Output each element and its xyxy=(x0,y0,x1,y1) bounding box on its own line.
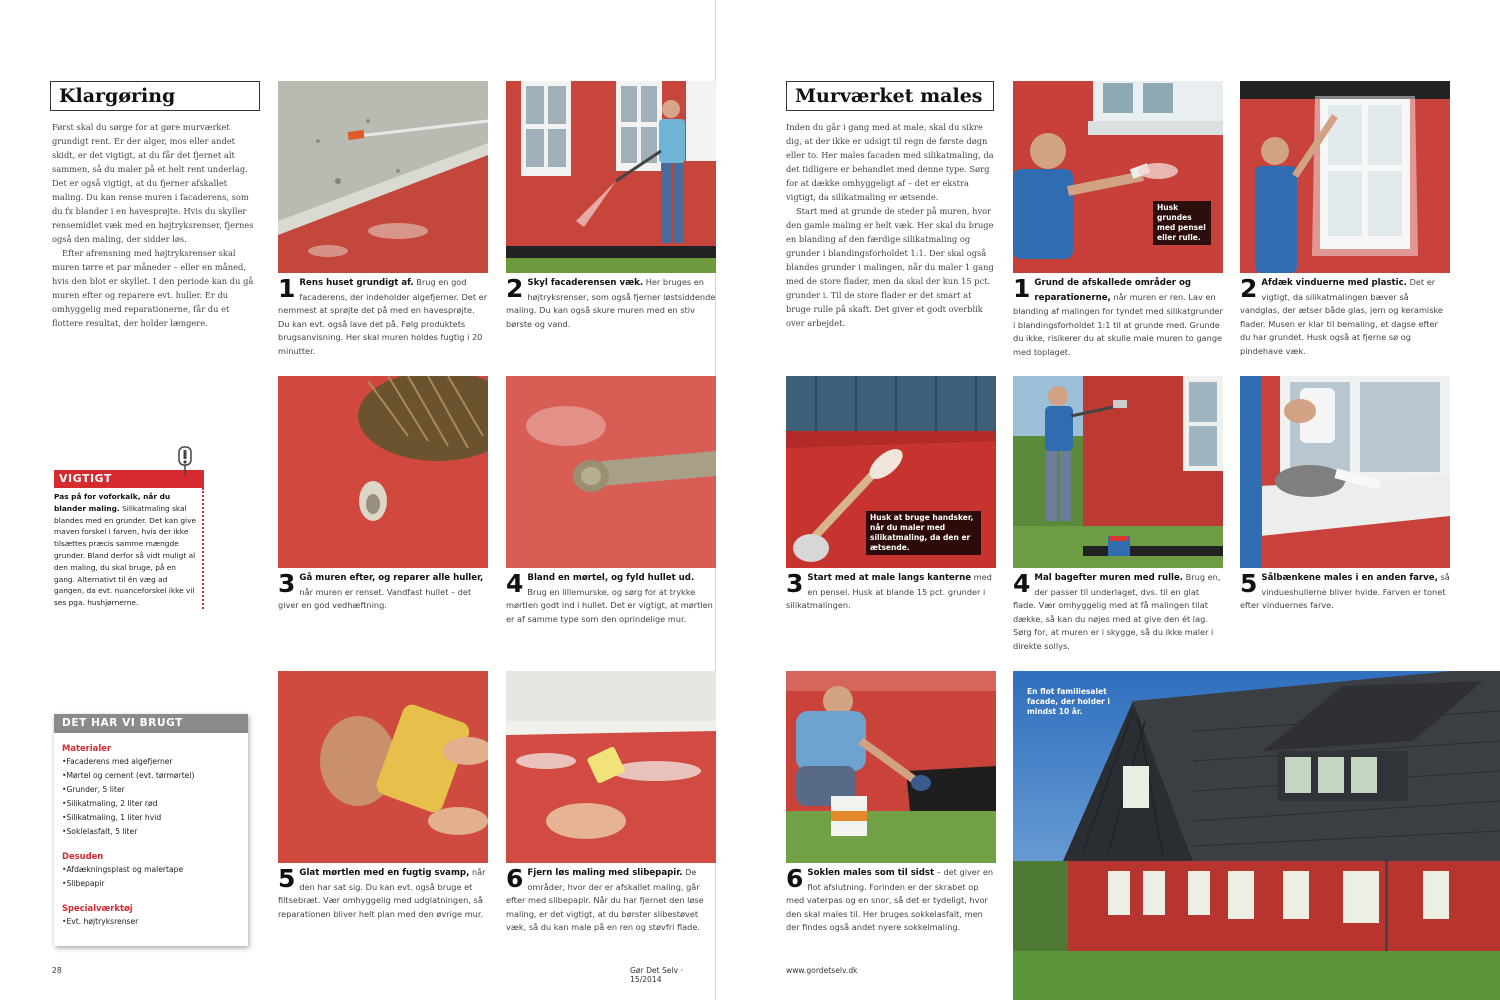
section-title-murvaerket: Murværket males xyxy=(786,81,994,111)
photo-paint-step-6 xyxy=(786,671,996,863)
step-number: 3 xyxy=(786,569,804,598)
caption-paint-step-6 xyxy=(786,866,996,935)
left-page xyxy=(40,0,716,1000)
caption-step-1 xyxy=(278,276,488,358)
caption-paint-step-5 xyxy=(1240,571,1450,613)
list-item: • Mørtel og cement (evt. tørmørtel) xyxy=(62,769,240,783)
photo-label: En flot familiesalet facade, der holder i mindst 10 år. xyxy=(1027,687,1110,716)
intro-text xyxy=(52,120,260,330)
step-number: 5 xyxy=(278,864,296,893)
materials-group xyxy=(62,849,240,891)
list-item: • Grunder, 5 liter xyxy=(62,783,240,797)
spread-gutter xyxy=(716,0,776,1000)
step-text: når muren er ren. Lav en blanding af malingen for tyndet med silikatgrunder i blandingsforholdet 1:1 til at grunde med. Grunde du ikke, risikerer du at skulle male muren to gange med toplaget. xyxy=(1013,291,1223,357)
materials-group xyxy=(62,901,240,929)
step-text: Her bruges en højtryksrenser, som også fjerner løstsiddende maling. Du kan også skure muren med en stiv børste og vand. xyxy=(506,277,716,329)
important-body: Silikatmaling skal blandes med en grunder. Det kan give maven forskel i farven, hvis der ikke tilsættes præcis samme mængde grunder. Bland derfor så vidt muligt al den maling, du skal bruge, på en gang. Alternativt til én væg ad gangen, da evt. nuanceforskel ikke vil ses pga. hushjørnerne. xyxy=(54,503,197,608)
step-heading: Start med at male langs kanterne xyxy=(807,573,972,583)
list-item: • Silikatmaling, 1 liter hvid xyxy=(62,811,240,825)
photo-paint-step-4 xyxy=(1013,376,1223,568)
materials-box xyxy=(54,714,248,946)
caption-paint-step-2 xyxy=(1240,276,1450,358)
list-item: • Slibepapir xyxy=(62,877,240,891)
intro-paragraph: Først skal du sørge for at gøre murværket grundigt rent. Er der alger, mos eller andet skidt, er det vigtigt, at du får det fjernet alt sammen, så du maler på et helt rent underlag. Det er også vigtigt, at du fjerner afskallet maling. Du kan rense muren i facaderens, som du fx blander i en havesprøjte. Hvis du skyller rensemidlet væk med en højtryksrenser, fjernes også den maling, der sidder løs. xyxy=(52,122,254,244)
warning-icon xyxy=(176,446,194,476)
photo-label: Husk grundes med pensel eller rulle. xyxy=(1153,201,1211,245)
intro-paragraph: Efter afrensning med højtryksrenser skal muren tørre et par måneder – eller en måned, hvis den blot er skyllet. I den periode kan du gå muren efter og reparere evt. huller. Er du omhyggelig med reparationerne, får du et flottere resultat, der holder længere. xyxy=(52,248,254,328)
step-text: med en pensel. Husk at blande 15 pct. grunder i silikatmalingen. xyxy=(786,572,992,610)
magazine-issue: Gør Det Selv · 15/2014 xyxy=(630,966,683,984)
photo-finished-house xyxy=(1013,671,1500,1000)
caption-step-5 xyxy=(278,866,488,921)
step-number: 2 xyxy=(506,274,524,303)
step-number: 1 xyxy=(278,274,296,303)
section-title-klargoring: Klargøring xyxy=(50,81,260,111)
step-text: Det er vigtigt, da silikatmalingen bæver så vandglas, der ætser både glas, jern og keramiske flader. Musen er klar til bemaling, et dagse efter du har grundet. Husk også at fjerne sø og pindehave væk. xyxy=(1240,277,1443,356)
step-heading: Gå muren efter, og reparer alle huller, xyxy=(299,573,484,583)
materials-group-title: Specialværktøj xyxy=(62,903,133,913)
step-heading: Afdæk vinduerne med plastic. xyxy=(1261,278,1407,288)
photo-step-5 xyxy=(278,671,488,863)
caption-step-3 xyxy=(278,571,488,613)
materials-group xyxy=(62,741,240,839)
caption-paint-step-4 xyxy=(1013,571,1223,653)
step-text: Brug en lillemurske, og sørg for at trykke mørtlen godt ind i hullet. Det er vigtigt, at mørtlen er af samme type som den oprindelige mur. xyxy=(506,586,713,624)
step-number: 6 xyxy=(786,864,804,893)
step-heading: Grund de afskallede områder og reparationerne, xyxy=(1034,278,1192,303)
step-heading: Fjern løs maling med slibepapir. xyxy=(527,868,683,878)
page-number: 28 xyxy=(52,966,62,975)
materials-title: DET HAR VI BRUGT xyxy=(54,714,248,733)
important-lead: Pas på for voforkalk, når du blander maling. xyxy=(54,492,171,513)
step-text: Brug en, der passer til underlaget, dvs. til en glat flade. Vær omhyggelig med at få malingen tilat dække, så kan du nøjes med at give den ét lag. Sørg for, at muren er i skygge, så du ikke maler i direkte sollys. xyxy=(1013,572,1221,651)
right-page xyxy=(776,0,1500,1000)
caption-step-4 xyxy=(506,571,716,626)
photo-step-2 xyxy=(506,81,716,273)
photo-paint-step-3 xyxy=(786,376,996,568)
list-item: • Afdækningsplast og malertape xyxy=(62,863,240,877)
photo-paint-step-1 xyxy=(1013,81,1223,273)
step-number: 2 xyxy=(1240,274,1258,303)
step-number: 1 xyxy=(1013,274,1031,303)
step-heading: Bland en mørtel, og fyld hullet ud. xyxy=(527,573,695,583)
step-heading: Mal bagefter muren med rulle. xyxy=(1034,573,1184,583)
caption-step-6 xyxy=(506,866,716,935)
step-text: De områder, hvor der er afskallet maling, går efter med slibepapir. Når du har fjernet den løse maling, er det vigtigt, at du børster slibestøvet væk, så du kan male på en ren og støvfri flade. xyxy=(506,867,704,932)
caption-paint-step-3 xyxy=(786,571,996,613)
step-number: 3 xyxy=(278,569,296,598)
photo-step-1 xyxy=(278,81,488,273)
step-heading: Rens huset grundigt af. xyxy=(299,278,414,288)
step-text: så vindueshullerne bliver hvide. Farven er tonet efter vinduernes farve. xyxy=(1240,572,1450,610)
step-heading: Soklen males som til sidst xyxy=(807,868,935,878)
intro-paragraph: Start med at grunde de steder på muren, hvor den gamle maling er helt væk. Her skal du bruge en blanding af den færdige silikatmaling og grunder i blandingsforholdet 1:1. Der skal også blandes grunder i malingen, når du maler 1 gang med de store flader, men da skal der kun 15 pct. grunder i. Til de store flader er det smart at bruge rulle på skaft. Det giver et godt overblik over arbejdet. xyxy=(786,206,994,328)
step-text: når den har sat sig. Du kan evt. også bruge et filtsebræt. Vær omhyggelig med udglatningen, så reparationen bliver helt plan med den øvrige mur. xyxy=(278,867,486,919)
list-item: • Soklelasfalt, 5 liter xyxy=(62,825,240,839)
important-box xyxy=(54,470,204,609)
intro-text xyxy=(786,120,996,330)
important-title: VIGTIGT xyxy=(54,470,204,488)
photo-step-3 xyxy=(278,376,488,568)
caption-paint-step-1 xyxy=(1013,276,1223,359)
step-heading: Glat mørtlen med en fugtig svamp, xyxy=(299,868,470,878)
list-item: • Evt. højtryksrenser xyxy=(62,915,240,929)
step-number: 4 xyxy=(1013,569,1031,598)
intro-paragraph: Inden du går i gang med at male, skal du sikre dig, at der ikke er udsigt til regn de første døgn eller to. Her males facaden med silikatmaling, da det tidligere er behandlet med denne type. Sørg for at dække omhyggeligt af – det er ekstra vigtigt, da silikatmaling er ætsende. xyxy=(786,122,994,202)
photo-paint-step-2 xyxy=(1240,81,1450,273)
photo-paint-step-5 xyxy=(1240,376,1450,568)
photo-step-6 xyxy=(506,671,716,863)
step-heading: Sålbænkene males i en anden farve, xyxy=(1261,573,1438,583)
step-number: 4 xyxy=(506,569,524,598)
list-item: • Silikatmaling, 2 liter rød xyxy=(62,797,240,811)
step-heading: Skyl facaderensen væk. xyxy=(527,278,644,288)
photo-step-4 xyxy=(506,376,716,568)
website-url: www.gordetselv.dk xyxy=(786,966,858,975)
caption-step-2 xyxy=(506,276,716,331)
step-text: Brug en god facaderens, der indeholder algefjerner. Det er nemmest at sprøjte det på med en havesprøjte. Du kan evt. også lave det på. Følg produktets brugsanvisning. Her skal muren holdes fugtig i 20 minutter. xyxy=(278,277,488,356)
materials-group-title: Desuden xyxy=(62,851,104,861)
step-text: – det giver en flot afslutning. Forinden er der skrabet op med vaterpas og en snor, så det er tydeligt, hvor den skal males til. Her bruges sokkelasfalt, men der findes også andet nyere sokkelmaling. xyxy=(786,867,994,932)
step-text: når muren er renset. Vandfast hullet – det giver en god vedhæftning. xyxy=(278,586,472,610)
photo-label: Husk at bruge handsker, når du maler med silikatmaling, da den er ætsende. xyxy=(866,511,981,555)
step-number: 6 xyxy=(506,864,524,893)
list-item: • Facaderens med algefjerner xyxy=(62,755,240,769)
important-text xyxy=(54,488,204,609)
materials-group-title: Materialer xyxy=(62,743,112,753)
step-number: 5 xyxy=(1240,569,1258,598)
